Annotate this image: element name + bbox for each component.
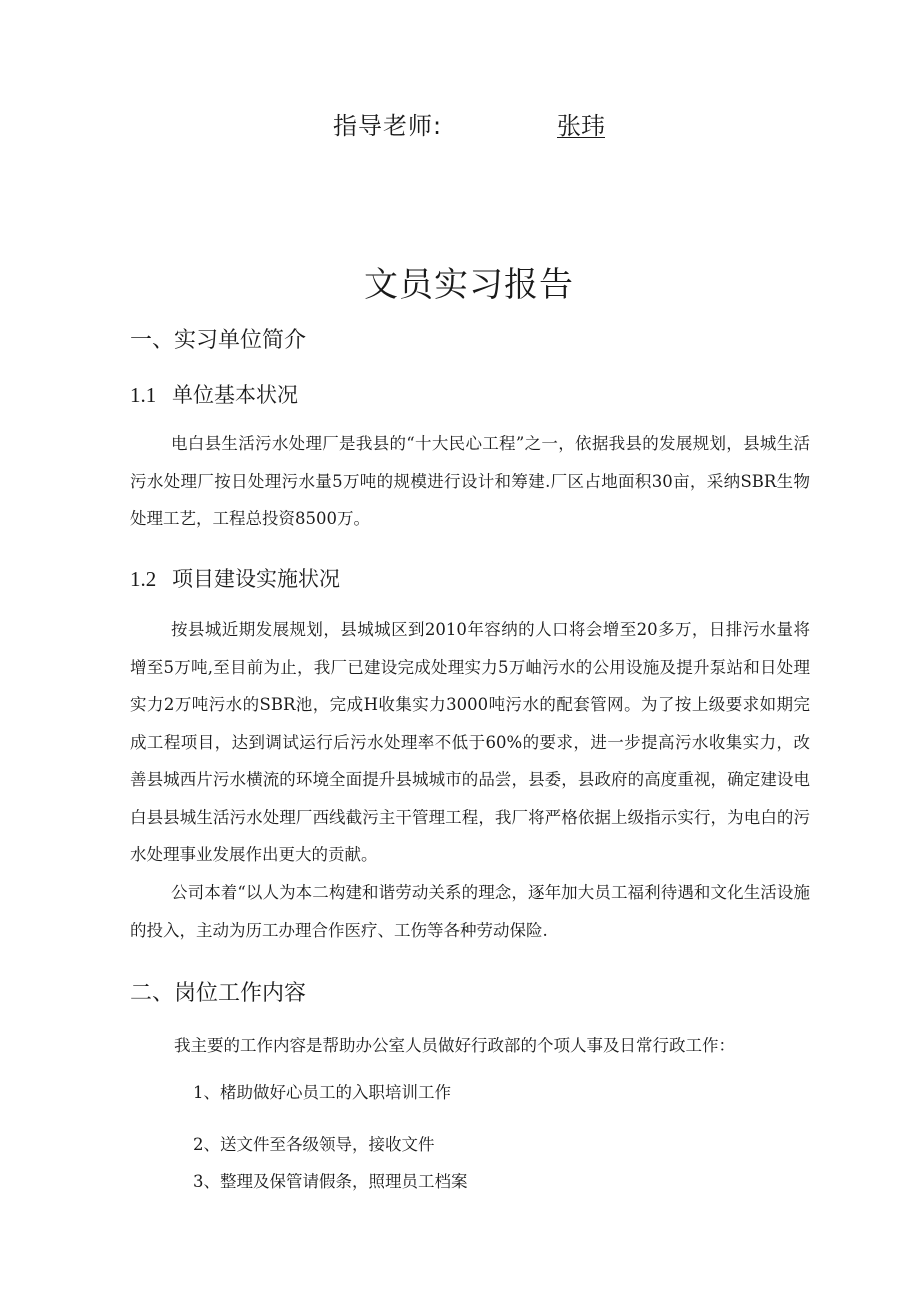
subsection-1-2-paragraph-1: 按县城近期发展规划，县城城区到2010年容纳的人口将会增至20多万，日排污水量将增至5万吨,至目前为止，我厂已建设完成处理实力5万岫污水的公用设施及提升泵站和日处理实力2万吨污水的SBR池，完成H收集实力3000吨污水的配套管网。为了按上级要求如期完成工程项目，达到调试运行后污水处理率不低于60%的要求，进一步提高污水收集实力，改善县城西片污水横流的环境全面提升县城城市的品尝，县委，县政府的高度重视，确定建设电白县县城生活污水处理厂西线截污主干管理工程，我厂将严格依据上级指示实行，为电白的污水处理事业发展作出更大的贡献。 <box>130 620 810 864</box>
list-item: 2、送文件至各级领导，接收文件 <box>193 1135 435 1154</box>
document-title: 文员实习报告 <box>364 265 574 305</box>
list-item: 3、整理及保管请假条，照理员工档案 <box>193 1172 468 1191</box>
subsection-1-2-paragraph-2: 公司本着“以人为本二构建和谐劳动关系的理念，逐年加大员工福利待遇和文化生活设施的投入，主动为历工办理合作医疗、工伤等各种劳动保险. <box>130 883 810 940</box>
advisor-label: 指导老师: <box>333 112 443 140</box>
subsection-1-1-title: 单位基本状况 <box>172 383 298 407</box>
subsection-1-2-heading <box>130 563 340 593</box>
subsection-1-2-title: 项目建设实施状况 <box>172 567 340 591</box>
subsection-1-1-paragraph: 电白县生活污水处理厂是我县的“十大民心工程”之一，依据我县的发展规划，县城生活污水处理厂按日处理污水量5万吨的规模进行设计和筹建.厂区占地面积30亩，采纳SBR生物处理工艺，工程总投资8500万。 <box>130 434 810 528</box>
section2-intro: 我主要的工作内容是帮助办公室人员做好行政部的个项人事及日常行政工作： <box>174 1036 735 1055</box>
subsection-1-2-number: 1.2 <box>130 567 157 591</box>
section1-heading: 一、实习单位简介 <box>130 328 307 353</box>
section2-heading: 二、岗位工作内容 <box>130 981 307 1006</box>
subsection-1-1-heading <box>130 379 298 409</box>
list-item: 1、楮助做好心员工的入职培训工作 <box>193 1083 451 1102</box>
subsection-1-1-number: 1.1 <box>130 383 157 407</box>
advisor-name: 张玮 <box>557 112 605 140</box>
